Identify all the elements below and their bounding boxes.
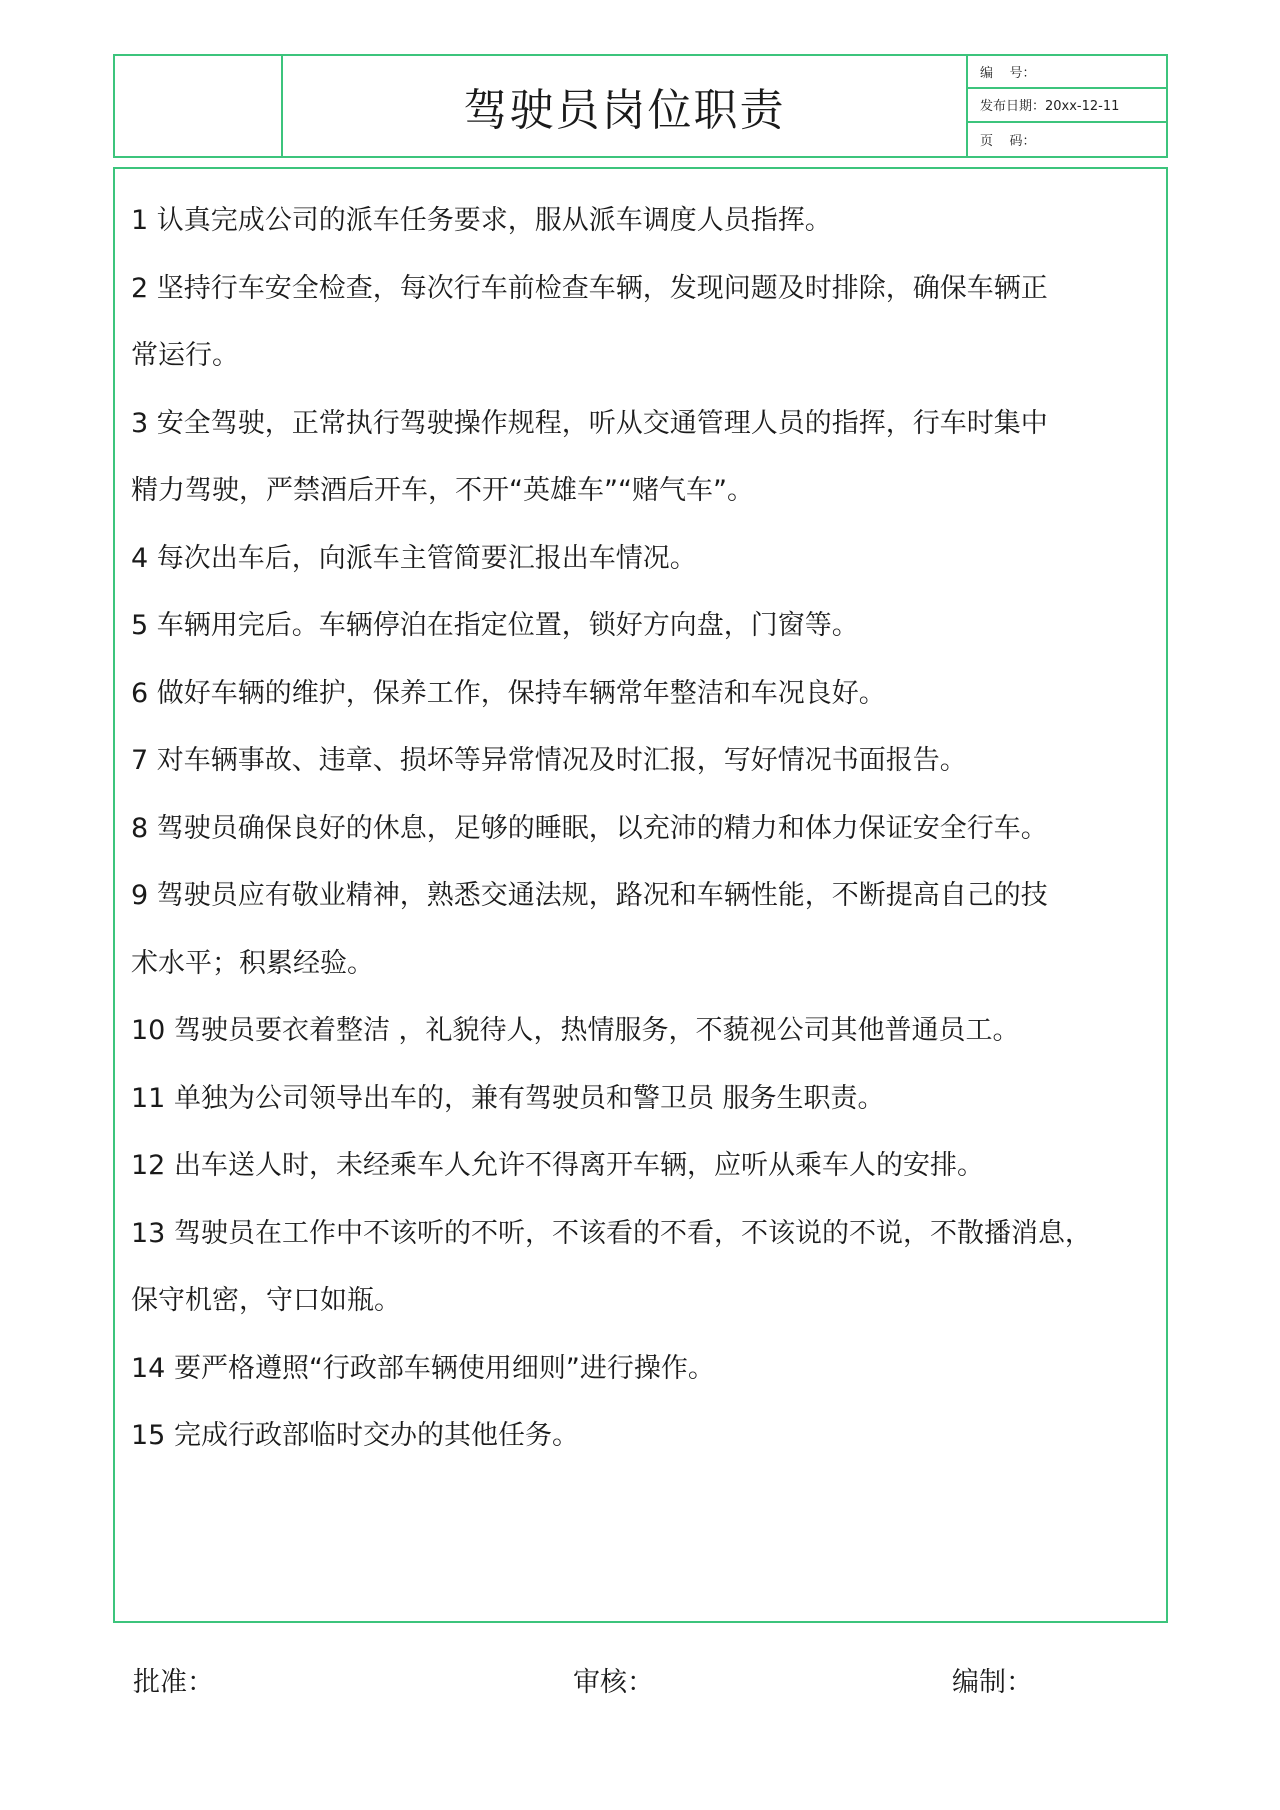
duty-line: 保守机密，守口如瓶。 [131, 1285, 401, 1316]
meta-number-row [968, 56, 1166, 89]
duty-line: 精力驾驶，严禁酒后开车，不开“英雄车”“赌气车”。 [131, 475, 754, 506]
meta-page-row [968, 123, 1166, 156]
meta-table [966, 56, 1166, 156]
duty-line: 10 驾驶员要衣着整洁 ，礼貌待人，热情服务，不藐视公司其他普通员工。 [131, 1015, 1020, 1046]
meta-page-label: 页 码： [980, 133, 1036, 149]
duty-line: 14 要严格遵照“行政部车辆使用细则”进行操作。 [131, 1352, 715, 1384]
duty-line: 7 对车辆事故、违章、损坏等异常情况及时汇报，写好情况书面报告。 [131, 745, 967, 776]
duty-line: 12 出车送人时，未经乘车人允许不得离开车辆，应听从乘车人的安排。 [131, 1150, 984, 1181]
duty-line: 11 单独为公司领导出车的，兼有驾驶员和警卫员 服务生职责。 [131, 1082, 885, 1114]
signature-footer [0, 1660, 1280, 1710]
document-title: 驾驶员岗位职责 [463, 85, 786, 136]
title-cell [283, 56, 966, 156]
duty-line: 15 完成行政部临时交办的其他任务。 [131, 1420, 579, 1451]
meta-date-label: 发布日期：20xx-12-11 [980, 99, 1120, 115]
review-label: 审核： [573, 1667, 654, 1698]
meta-number-label: 编 号： [980, 66, 1036, 82]
approve-label: 批准： [133, 1667, 214, 1698]
duty-line: 8 驾驶员确保良好的休息，足够的睡眠，以充沛的精力和体力保证安全行车。 [131, 812, 1048, 844]
logo-cell [115, 56, 283, 156]
duty-line: 9 驾驶员应有敬业精神，熟悉交通法规，路况和车辆性能，不断提高自己的技 [131, 880, 1048, 911]
duty-line: 6 做好车辆的维护，保养工作，保持车辆常年整洁和车况良好。 [131, 677, 886, 709]
duty-line: 13 驾驶员在工作中不该听的不听，不该看的不看，不该说的不说，不散播消息， [131, 1217, 1092, 1249]
duty-line: 术水平；积累经验。 [131, 947, 374, 979]
duty-line: 4 每次出车后，向派车主管简要汇报出车情况。 [131, 542, 697, 574]
duty-line: 3 安全驾驶，正常执行驾驶操作规程，听从交通管理人员的指挥，行车时集中 [131, 407, 1048, 439]
duties-box [113, 167, 1168, 1623]
duty-line: 2 坚持行车安全检查，每次行车前检查车辆，发现问题及时排除，确保车辆正 [131, 272, 1048, 304]
document-header [113, 54, 1168, 158]
compile-label: 编制： [952, 1667, 1033, 1698]
duty-line: 常运行。 [131, 340, 239, 371]
meta-date-row [968, 89, 1166, 122]
duty-line: 1 认真完成公司的派车任务要求，服从派车调度人员指挥。 [131, 205, 832, 236]
duty-line: 5 车辆用完后。车辆停泊在指定位置，锁好方向盘，门窗等。 [131, 610, 859, 641]
